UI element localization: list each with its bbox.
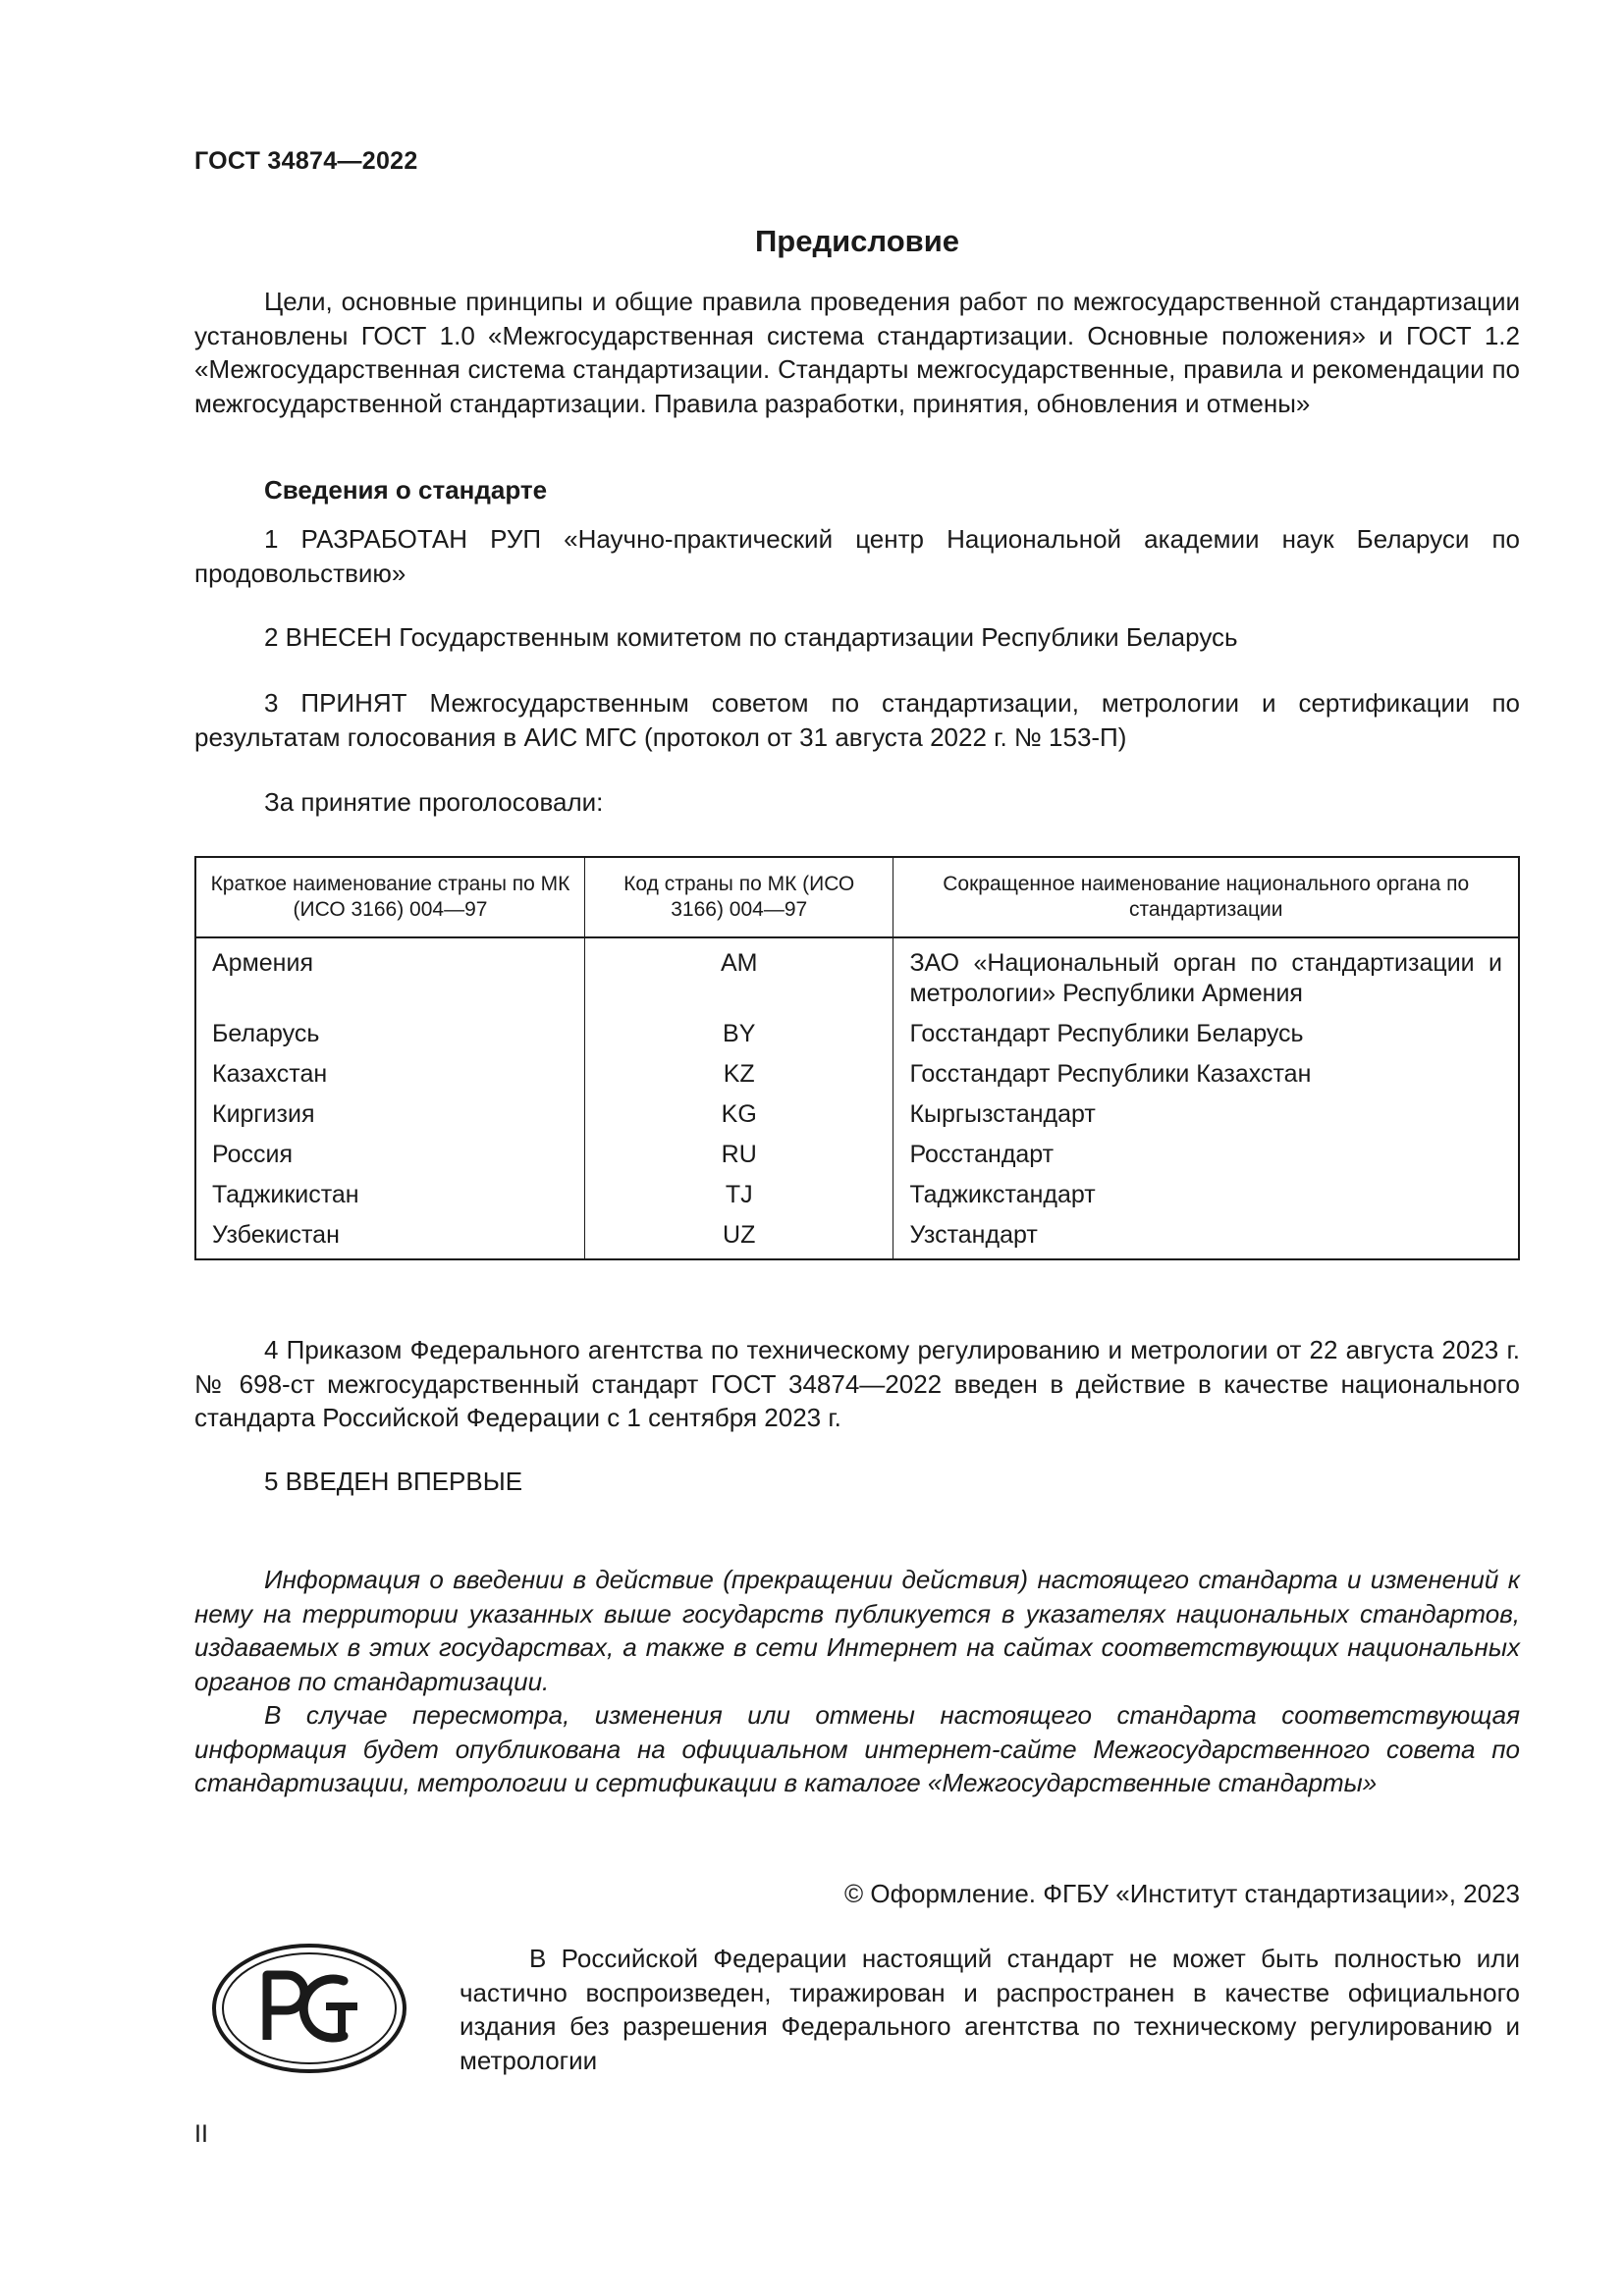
intro-paragraph: Цели, основные принципы и общие правила проведения работ по межгосударственной стандартизации установлены ГОСТ 1.0 «Межгосударственная система стандартизации. Основные положения» и ГОСТ 1.2 «Межгосударственная система стандартизации. Стандарты межгосударственные, правила и рекомендации по межгосударственной стандартизации. Правила разработки, принятия, обновления и отмены» <box>194 287 1520 418</box>
voted-label: За принятие проголосовали: <box>264 787 604 817</box>
notice-paragraph-1: Информация о введении в действие (прекращении действия) настоящего стандарта и изменений к нему на территории указанных выше государств публикуется в указателях национальных стандартов, издаваемых в этих государствах, а также в сети Интернет на сайтах соответствующих национальных органов по стандартизации. <box>194 1565 1520 1696</box>
country-cell: Таджикистан <box>195 1174 584 1214</box>
rst-logo-icon <box>210 1942 408 2075</box>
table-row <box>195 1214 1519 1259</box>
org-cell: Таджикстандарт <box>909 1181 1096 1208</box>
country-cell: Армения <box>195 937 584 1013</box>
table-row <box>195 1053 1519 1094</box>
country-cell: Казахстан <box>195 1053 584 1094</box>
header-country: Краткое наименование страны по МК (ИСО 3166) 004—97 <box>195 857 584 937</box>
table-row <box>195 1134 1519 1174</box>
code-cell: KG <box>584 1094 893 1134</box>
rights-notice: В Российской Федерации настоящий стандарт не может быть полностью или частично воспроизведен, тиражирован и распространен в качестве официального издания без разрешения Федерального агентства по техническому регулированию и метрологии <box>460 1944 1520 2075</box>
page-title: Предисловие <box>754 224 959 258</box>
country-cell: Беларусь <box>195 1013 584 1053</box>
country-cell: Киргизия <box>195 1094 584 1134</box>
code-cell: TJ <box>584 1174 893 1214</box>
org-cell: Госстандарт Республики Казахстан <box>909 1060 1312 1088</box>
table-row <box>195 937 1519 1013</box>
item-enacted: 4 Приказом Федерального агентства по техническому регулированию и метрологии от 22 августа 2023 г. № 698-ст межгосударственный стандарт ГОСТ 34874—2022 введен в действие в качестве национального стандарта Российской Федерации с 1 сентября 2023 г. <box>194 1335 1520 1432</box>
code-cell: KZ <box>584 1053 893 1094</box>
table-header-row <box>195 857 1519 937</box>
table-row <box>195 1094 1519 1134</box>
code-cell: UZ <box>584 1214 893 1259</box>
header-org: Сокращенное наименование национального органа по стандартизации <box>893 857 1519 937</box>
item-adopted: 3 ПРИНЯТ Межгосударственным советом по стандартизации, метрологии и сертификации по результатам голосования в АИС МГС (протокол от 31 августа 2022 г. № 153-П) <box>194 688 1520 752</box>
code-cell: RU <box>584 1134 893 1174</box>
item-submitted: 2 ВНЕСЕН Государственным комитетом по стандартизации Республики Беларусь <box>264 622 1238 652</box>
copyright-line: © Оформление. ФГБУ «Институт стандартизации», 2023 <box>844 1879 1520 1908</box>
page-number: II <box>194 2120 208 2148</box>
header-code: Код страны по МК (ИСО 3166) 004—97 <box>584 857 893 937</box>
org-cell: Кыргызстандарт <box>909 1100 1096 1128</box>
org-cell: Госстандарт Республики Беларусь <box>909 1020 1304 1047</box>
org-cell: Росстандарт <box>909 1141 1055 1168</box>
code-cell: AM <box>584 937 893 1013</box>
info-heading: Сведения о стандарте <box>264 475 548 505</box>
table-row <box>195 1013 1519 1053</box>
country-cell: Россия <box>195 1134 584 1174</box>
document-code: ГОСТ 34874—2022 <box>194 147 418 175</box>
item-developed: 1 РАЗРАБОТАН РУП «Научно-практический центр Национальной академии наук Беларуси по продовольствию» <box>194 524 1520 588</box>
voting-table <box>194 856 1520 1260</box>
table-row <box>195 1174 1519 1214</box>
code-cell: BY <box>584 1013 893 1053</box>
org-cell: Узстандарт <box>909 1221 1038 1249</box>
notice-paragraph-2: В случае пересмотра, изменения или отмены настоящего стандарта соответствующая информация будет опубликована на официальном интернет-сайте Межгосударственного совета по стандартизации, метрологии и сертификации в каталоге «Межгосударственные стандарты» <box>194 1700 1520 1797</box>
org-cell: ЗАО «Национальный орган по стандартизации и метрологии» Республики Армения <box>909 949 1502 1007</box>
country-cell: Узбекистан <box>195 1214 584 1259</box>
item-first-introduced: 5 ВВЕДЕН ВПЕРВЫЕ <box>264 1467 523 1496</box>
